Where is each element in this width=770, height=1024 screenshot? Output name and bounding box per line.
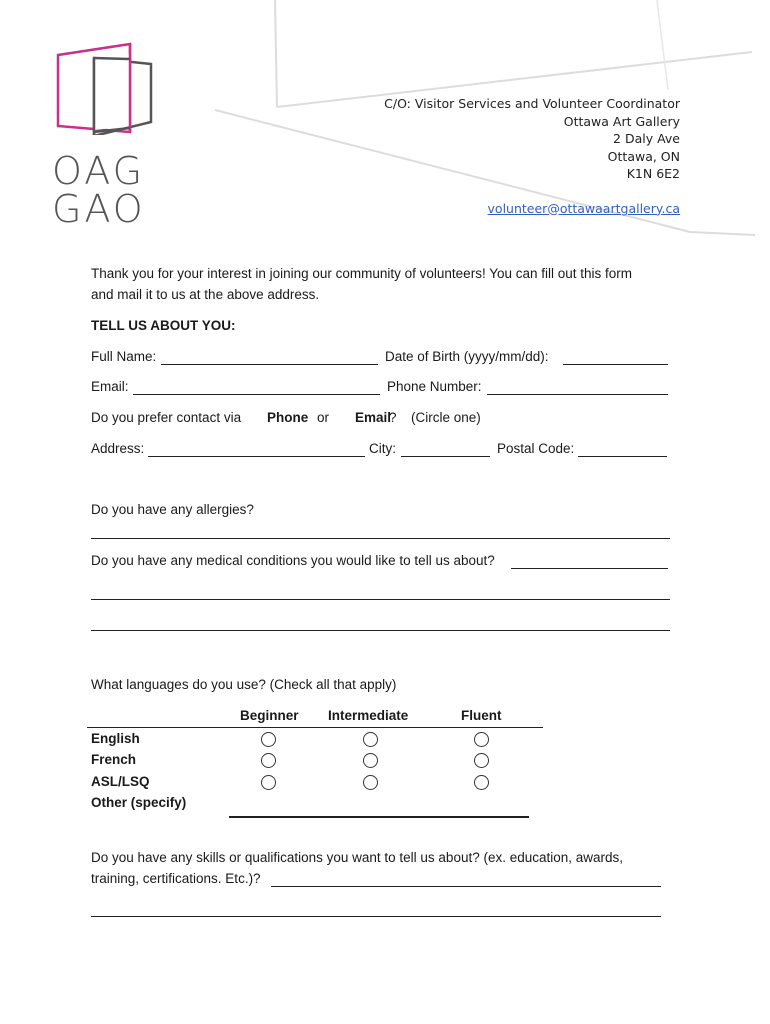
postal-code-label: Postal Code: (497, 441, 575, 456)
table-header-rule (87, 727, 543, 728)
french-fluent-radio[interactable] (474, 753, 489, 768)
asl-intermediate-radio[interactable] (363, 775, 378, 790)
english-fluent-radio[interactable] (474, 732, 489, 747)
language-asl-lsq: ASL/LSQ (91, 774, 150, 789)
address-line: K1N 6E2 (626, 166, 680, 181)
other-language-field[interactable] (229, 816, 529, 818)
language-english: English (91, 731, 140, 746)
allergies-answer-line[interactable] (91, 538, 670, 539)
contact-question-mark: ? (389, 410, 397, 425)
dob-label: Date of Birth (yyyy/mm/dd): (385, 349, 549, 364)
logo-text-gao: GAO (52, 187, 146, 231)
french-intermediate-radio[interactable] (363, 753, 378, 768)
level-header-fluent: Fluent (461, 708, 502, 723)
section-title: TELL US ABOUT YOU: (91, 318, 236, 333)
medical-answer-line[interactable] (91, 599, 670, 600)
email-field[interactable] (133, 394, 380, 395)
full-name-field[interactable] (161, 364, 378, 365)
email-link[interactable]: volunteer@ottawaartgallery.ca (487, 200, 680, 216)
circle-one-hint: (Circle one) (411, 410, 481, 425)
address-line: Ottawa Art Gallery (563, 113, 680, 129)
skills-question: training, certifications. Etc.)? (91, 871, 261, 886)
skills-question: Do you have any skills or qualifications you want to tell us about? (ex. education, awards, (91, 850, 624, 865)
city-field[interactable] (401, 456, 490, 457)
postal-code-field[interactable] (578, 456, 667, 457)
address-label: Address: (91, 441, 145, 456)
full-name-label: Full Name: (91, 349, 157, 364)
email-label: Email: (91, 379, 129, 394)
mailing-address (384, 95, 680, 217)
level-header-intermediate: Intermediate (328, 708, 409, 723)
skills-answer-line[interactable] (271, 886, 661, 887)
medical-answer-line[interactable] (91, 630, 670, 631)
city-label: City: (369, 441, 396, 456)
level-header-beginner: Beginner (240, 708, 299, 723)
oag-logo-icon (50, 40, 160, 135)
language-french: French (91, 752, 137, 767)
intro-line: Thank you for your interest in joining our community of volunteers! You can fill out this form (91, 266, 633, 281)
logo-text-oag: OAG (52, 149, 146, 193)
contact-or: or (317, 410, 330, 425)
skills-answer-line[interactable] (91, 916, 661, 917)
intro-line: and mail it to us at the above address. (91, 287, 320, 302)
phone-label: Phone Number: (387, 379, 482, 394)
address-line: 2 Daly Ave (613, 131, 680, 146)
contact-pref-label: Do you prefer contact via (91, 410, 242, 425)
language-other: Other (specify) (91, 795, 187, 810)
asl-fluent-radio[interactable] (474, 775, 489, 790)
address-line: Ottawa, ON (607, 148, 680, 164)
medical-question: Do you have any medical conditions you would like to tell us about? (91, 553, 495, 568)
english-intermediate-radio[interactable] (363, 732, 378, 747)
dob-field[interactable] (563, 364, 668, 365)
phone-field[interactable] (487, 394, 668, 395)
medical-answer-line[interactable] (511, 568, 668, 569)
asl-beginner-radio[interactable] (261, 775, 276, 790)
contact-email-option[interactable]: Email (355, 410, 392, 425)
languages-question: What languages do you use? (Check all that apply) (91, 677, 397, 692)
allergies-question: Do you have any allergies? (91, 502, 254, 517)
address-field[interactable] (148, 456, 365, 457)
address-line: C/O: Visitor Services and Volunteer Coordinator (384, 96, 680, 111)
contact-phone-option[interactable]: Phone (267, 410, 309, 425)
french-beginner-radio[interactable] (261, 753, 276, 768)
english-beginner-radio[interactable] (261, 732, 276, 747)
